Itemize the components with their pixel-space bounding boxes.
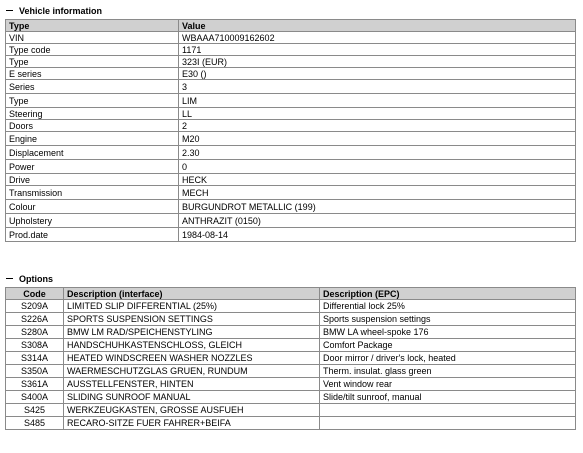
- row-value: ANTHRAZIT (0150): [179, 214, 576, 228]
- row-value: 2.30: [179, 146, 576, 160]
- row-value: 1171: [179, 44, 576, 56]
- table-row: [6, 146, 576, 160]
- option-interface-description: SPORTS SUSPENSION SETTINGS: [64, 313, 320, 326]
- option-interface-description: HEATED WINDSCREEN WASHER NOZZLES: [64, 352, 320, 365]
- row-value: 2: [179, 120, 576, 132]
- table-row: [6, 228, 576, 242]
- table-row: [6, 56, 576, 68]
- option-code: S350A: [6, 365, 64, 378]
- option-epc-description: [320, 417, 576, 430]
- options-table: [5, 287, 576, 430]
- table-header-row: [6, 20, 576, 32]
- collapse-icon[interactable]: [6, 6, 14, 16]
- code-column-header: Code: [6, 288, 64, 300]
- option-interface-description: AUSSTELLFENSTER, HINTEN: [64, 378, 320, 391]
- option-code: S209A: [6, 300, 64, 313]
- option-interface-description: WERKZEUGKASTEN, GROSSE AUSFUEH: [64, 404, 320, 417]
- option-epc-description: Comfort Package: [320, 339, 576, 352]
- table-row: [6, 120, 576, 132]
- row-label: E series: [6, 68, 179, 80]
- option-epc-description: Differential lock 25%: [320, 300, 576, 313]
- option-interface-description: RECARO-SITZE FUER FAHRER+BEIFA: [64, 417, 320, 430]
- options-title: Options: [19, 274, 53, 284]
- option-epc-description: BMW LA wheel-spoke 176: [320, 326, 576, 339]
- row-label: Engine: [6, 132, 179, 146]
- value-column-header: Value: [179, 20, 576, 32]
- table-row: [6, 365, 576, 378]
- table-row: [6, 326, 576, 339]
- table-row: [6, 378, 576, 391]
- epc-column-header: Description (EPC): [320, 288, 576, 300]
- table-row: [6, 214, 576, 228]
- row-value: LL: [179, 108, 576, 120]
- row-label: Doors: [6, 120, 179, 132]
- row-value: WBAAA710009162602: [179, 32, 576, 44]
- table-row: [6, 44, 576, 56]
- row-label: Transmission: [6, 186, 179, 200]
- option-code: S226A: [6, 313, 64, 326]
- table-row: [6, 80, 576, 94]
- vehicle-info-table: [5, 19, 576, 242]
- row-value: 3: [179, 80, 576, 94]
- row-value: 1984-08-14: [179, 228, 576, 242]
- row-value: 323I (EUR): [179, 56, 576, 68]
- table-row: [6, 200, 576, 214]
- vehicle-info-title: Vehicle information: [19, 6, 103, 16]
- row-value: LIM: [179, 94, 576, 108]
- row-label: Displacement: [6, 146, 179, 160]
- row-value: HECK: [179, 174, 576, 186]
- row-label: Upholstery: [6, 214, 179, 228]
- table-header-row: [6, 288, 576, 300]
- interface-column-header: Description (interface): [64, 288, 320, 300]
- row-value: BURGUNDROT METALLIC (199): [179, 200, 576, 214]
- table-row: [6, 132, 576, 146]
- option-code: S308A: [6, 339, 64, 352]
- options-section-header[interactable]: [6, 274, 53, 284]
- row-label: Type: [6, 94, 179, 108]
- row-label: Series: [6, 80, 179, 94]
- table-row: [6, 352, 576, 365]
- type-column-header: Type: [6, 20, 179, 32]
- row-value: M20: [179, 132, 576, 146]
- row-value: E30 (): [179, 68, 576, 80]
- option-code: S400A: [6, 391, 64, 404]
- table-row: [6, 391, 576, 404]
- row-label: Prod.date: [6, 228, 179, 242]
- option-epc-description: Door mirror / driver's lock, heated: [320, 352, 576, 365]
- row-label: Colour: [6, 200, 179, 214]
- table-row: [6, 404, 576, 417]
- row-label: Type: [6, 56, 179, 68]
- row-label: Drive: [6, 174, 179, 186]
- option-code: S361A: [6, 378, 64, 391]
- table-row: [6, 108, 576, 120]
- table-row: [6, 300, 576, 313]
- option-interface-description: BMW LM RAD/SPEICHENSTYLING: [64, 326, 320, 339]
- table-row: [6, 339, 576, 352]
- row-label: Steering: [6, 108, 179, 120]
- row-label: Type code: [6, 44, 179, 56]
- option-code: S280A: [6, 326, 64, 339]
- option-epc-description: [320, 404, 576, 417]
- table-row: [6, 174, 576, 186]
- option-interface-description: WAERMESCHUTZGLAS GRUEN, RUNDUM: [64, 365, 320, 378]
- option-code: S425: [6, 404, 64, 417]
- row-value: MECH: [179, 186, 576, 200]
- vehicle-info-section-header[interactable]: [6, 6, 102, 16]
- row-value: 0: [179, 160, 576, 174]
- option-code: S314A: [6, 352, 64, 365]
- option-interface-description: HANDSCHUHKASTENSCHLOSS, GLEICH: [64, 339, 320, 352]
- option-interface-description: LIMITED SLIP DIFFERENTIAL (25%): [64, 300, 320, 313]
- table-row: [6, 313, 576, 326]
- option-code: S485: [6, 417, 64, 430]
- table-row: [6, 94, 576, 108]
- table-row: [6, 186, 576, 200]
- option-epc-description: Therm. insulat. glass green: [320, 365, 576, 378]
- option-epc-description: Slide/tilt sunroof, manual: [320, 391, 576, 404]
- row-label: Power: [6, 160, 179, 174]
- table-row: [6, 32, 576, 44]
- option-interface-description: SLIDING SUNROOF MANUAL: [64, 391, 320, 404]
- option-epc-description: Vent window rear: [320, 378, 576, 391]
- table-row: [6, 417, 576, 430]
- table-row: [6, 160, 576, 174]
- table-row: [6, 68, 576, 80]
- row-label: VIN: [6, 32, 179, 44]
- option-epc-description: Sports suspension settings: [320, 313, 576, 326]
- collapse-icon[interactable]: [6, 274, 14, 284]
